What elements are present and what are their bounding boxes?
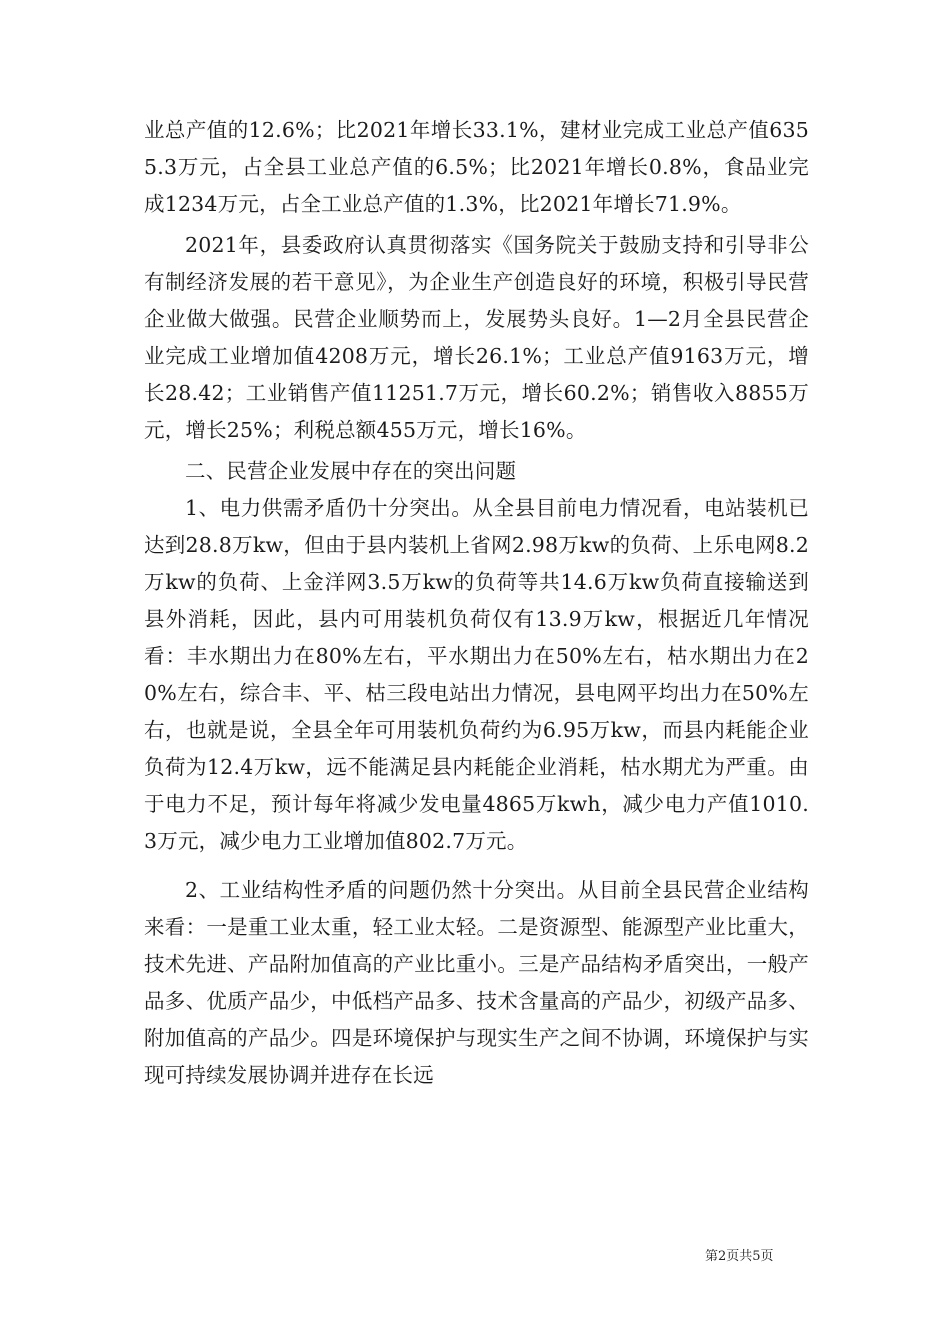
paragraph-2021-policy-summary: 2021年，县委政府认真贯彻落实《国务院关于鼓励支持和引导非公有制经济发展的若干意见》，为企业生产创造良好的环境，积极引导民营企业做大做强。民营企业顺势而上，发展势头良好。1—2月全县民营企业完成工业增加值4208万元，增长26.1%；工业总产值9163万元，增长28.42；工业销售产值11251.7万元，增长60.2%；销售收入8855万元，增长25%；利税总额455万元，增长16%。 (144, 233, 809, 442)
paragraph-industry-output-continued: 业总产值的12.6%；比2021年增长33.1%，建材业完成工业总产值6355.3万元，占全县工业总产值的6.5%；比2021年增长0.8%，食品业完成1234万元，占全工业总产值的1.3%，比2021年增长71.9%。 (144, 118, 809, 216)
document-body (144, 112, 809, 1094)
section-heading-problems: 二、民营企业发展中存在的突出问题 (185, 459, 517, 483)
page-number: 第2页共5页 (705, 1249, 774, 1264)
paragraph-power-supply-issue: 1、电力供需矛盾仍十分突出。从全县目前电力情况看，电站装机已达到28.8万kw，但由于县内装机上省网2.98万kw的负荷、上乐电网8.2万kw的负荷、上金洋网3.5万kw的负荷等共14.6万kw负荷直接输送到县外消耗，因此，县内可用装机负荷仅有13.9万kw，根据近几年情况看：丰水期出力在80%左右，平水期出力在50%左右，枯水期出力在20%左右，综合丰、平、枯三段电站出力情况，县电网平均出力在50%左右，也就是说，全县全年可用装机负荷约为6.95万kw，而县内耗能企业负荷为12.4万kw，远不能满足县内耗能企业消耗，枯水期尤为严重。由于电力不足，预计每年将减少发电量4865万kwh，减少电力产值1010.3万元，减少电力工业增加值802.7万元。 (144, 496, 809, 853)
paragraph-industrial-structure-issue: 2、工业结构性矛盾的问题仍然十分突出。从目前全县民营企业结构来看：一是重工业太重，轻工业太轻。二是资源型、能源型产业比重大，技术先进、产品附加值高的产业比重小。三是产品结构矛盾突出，一般产品多、优质产品少，中低档产品多、技术含量高的产品少，初级产品多、附加值高的产品少。四是环境保护与现实生产之间不协调，环境保护与实现可持续发展协调并进存在长远 (144, 878, 809, 1087)
